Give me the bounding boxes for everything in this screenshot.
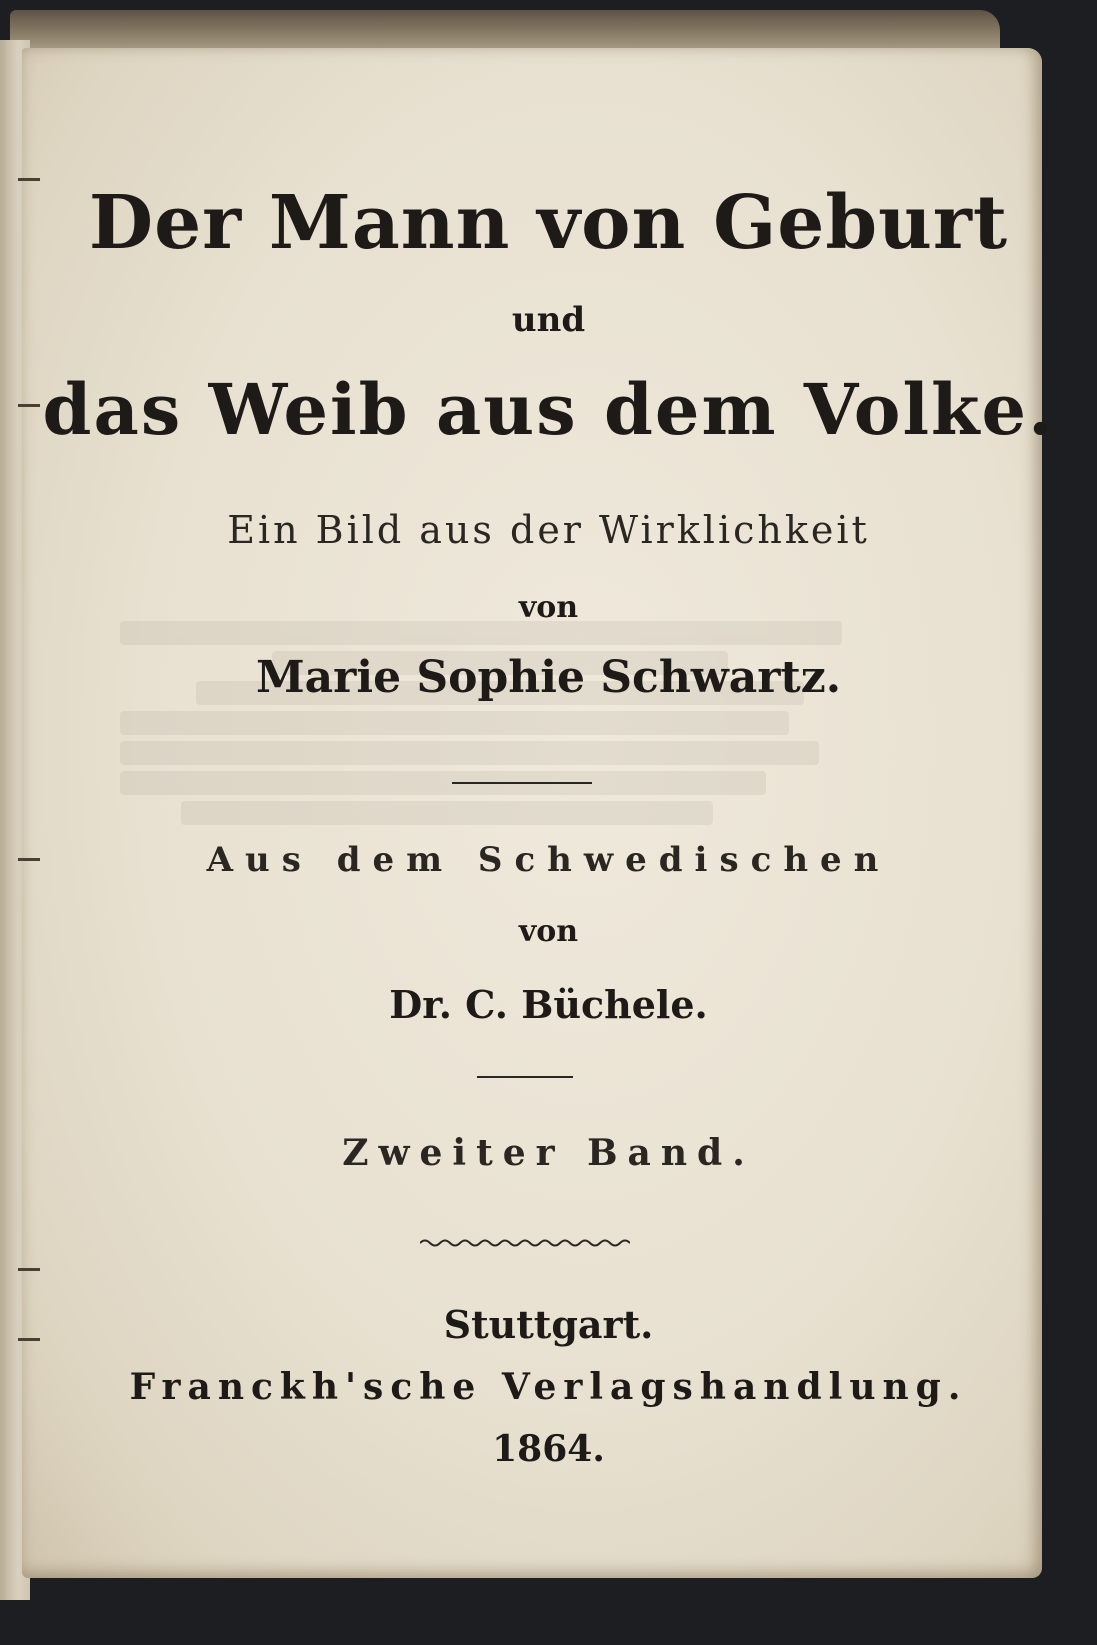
by-label: von	[518, 914, 579, 949]
title-line-1: Der Mann von Geburt	[88, 180, 1009, 266]
subtitle: Ein Bild aus der Wirklichkeit	[227, 508, 870, 552]
translator-name: Dr. C. Büchele.	[389, 982, 708, 1027]
volume-label: Zweiter Band.	[342, 1132, 755, 1174]
imprint-year: 1864.	[492, 1428, 605, 1470]
title-connector: und	[511, 300, 586, 340]
divider-rule	[452, 782, 592, 784]
divider-rule	[477, 1076, 573, 1078]
by-label: von	[518, 590, 579, 625]
ornamental-wavy-rule	[420, 1236, 630, 1250]
binding-thread	[18, 1268, 40, 1271]
translation-note: Aus dem Schwedischen	[206, 840, 891, 880]
author-name: Marie Sophie Schwartz.	[255, 652, 842, 703]
imprint-city: Stuttgart.	[443, 1302, 654, 1347]
imprint-publisher: Franckh'sche Verlagshandlung.	[129, 1366, 968, 1408]
show-through-text	[120, 615, 880, 855]
title-line-2: das Weib aus dem Volke.	[42, 368, 1055, 451]
